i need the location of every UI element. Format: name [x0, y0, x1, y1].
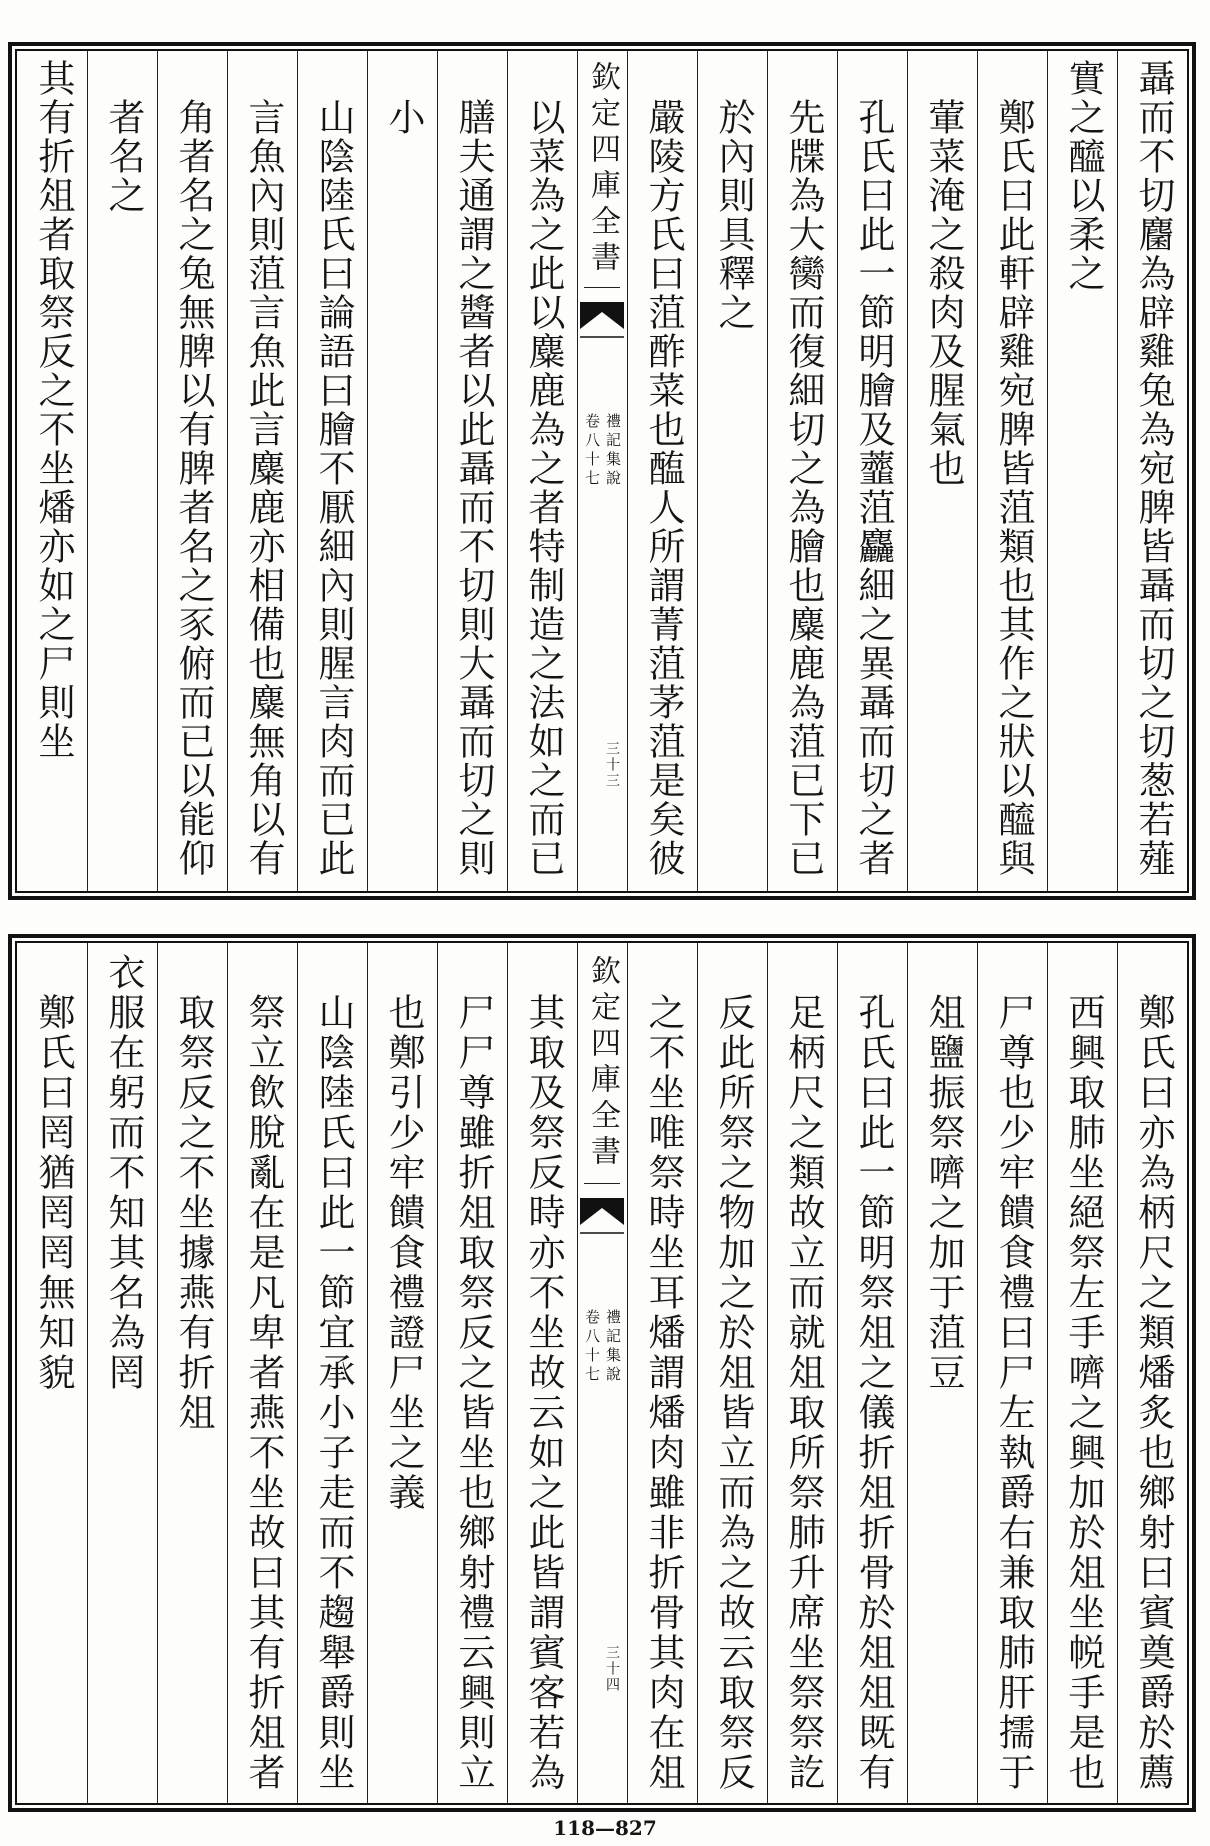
commentary-column: 嚴陵方氏曰菹酢菜也醢人所謂菁菹茅菹是矣彼	[627, 51, 697, 891]
commentary-column: 取祭反之不坐據燕有折俎	[157, 943, 227, 1803]
center-strip	[577, 51, 627, 891]
commentary-column: 鄭氏曰此軒辟雞宛脾皆菹類也其作之狀以醯與	[977, 51, 1047, 891]
commentary-column: 俎鹽振祭嚌之加于菹豆	[907, 943, 977, 1803]
page-panel-top	[8, 42, 1196, 900]
page-number: 三十四	[604, 1645, 620, 1693]
commentary-column: 反此所祭之物加之於俎皆立而為之故云取祭反	[697, 943, 767, 1803]
commentary-column: 小	[367, 51, 437, 891]
text-column: 聶而不切麕為辟雞兔為宛脾皆聶而切之切葱若薤	[1117, 51, 1187, 891]
commentary-column: 之不坐唯祭時坐耳燔謂燔肉雖非折骨其肉在俎	[627, 943, 697, 1803]
text-column: 其有折俎者取祭反之不坐燔亦如之尸則坐	[32, 59, 75, 761]
book-title: 禮記集說	[604, 413, 622, 489]
book-title: 禮記集說	[604, 1309, 622, 1385]
commentary-column: 者名之	[87, 51, 157, 891]
footer-page-code: 118—827	[553, 1816, 657, 1840]
juan-number: 卷八十七	[583, 413, 601, 489]
center-strip	[577, 943, 627, 1803]
commentary-column: 以菜為之此以麋鹿為之者特制造之法如之而已	[507, 51, 577, 891]
commentary-column: 角者名之兔無脾以有脾者名之豕俯而已以能仰	[157, 51, 227, 891]
commentary-column: 西興取肺坐絕祭左手嚌之興加於俎坐帨手是也	[1047, 943, 1117, 1803]
commentary-column: 足柄尺之類故立而就俎取所祭肺升席坐祭祭訖	[767, 943, 837, 1803]
strip-rule	[584, 287, 620, 288]
text-frame	[15, 49, 1189, 893]
commentary-column: 鄭氏曰罔猶罔罔無知貌	[32, 993, 75, 1393]
commentary-column: 孔氏曰此一節明祭俎之儀折俎折骨於俎俎既有	[837, 943, 907, 1803]
commentary-column: 山陰陸氏曰論語曰膾不厭細內則腥言肉而已此	[297, 51, 367, 891]
commentary-column: 祭立飲脫亂在是凡卑者燕不坐故曰其有折俎者	[227, 943, 297, 1803]
commentary-column: 於內則具釋之	[697, 51, 767, 891]
page-panel-bottom	[8, 934, 1196, 1812]
page-number: 三十三	[604, 741, 620, 789]
commentary-column: 山陰陸氏曰此一節宜承小子走而不趨舉爵則坐	[297, 943, 367, 1803]
commentary-column: 尸尸尊雖折俎取祭反之皆坐也鄉射禮云興則立	[437, 943, 507, 1803]
series-title: 欽定四庫全書	[585, 61, 620, 277]
commentary-column: 孔氏曰此一節明膾及虀菹麤細之異聶而切之者	[837, 51, 907, 891]
fishtail-icon	[579, 1195, 625, 1237]
commentary-column: 鄭氏曰亦為柄尺之類燔炙也鄉射曰賓奠爵於薦	[1117, 943, 1187, 1803]
commentary-column: 其取及祭反時亦不坐故云如之此皆謂賓客若為	[507, 943, 577, 1803]
series-title: 欽定四庫全書	[585, 955, 620, 1171]
commentary-column: 先牒為大臠而復細切之為膾也麋鹿為菹已下已	[767, 51, 837, 891]
commentary-column: 尸尊也少牢饋食禮曰尸左執爵右兼取肺肝擩于	[977, 943, 1047, 1803]
text-frame	[15, 941, 1189, 1805]
fishtail-icon	[579, 299, 625, 341]
commentary-column: 葷菜淹之殺肉及腥氣也	[907, 51, 977, 891]
commentary-column: 也鄭引少牢饋食禮證尸坐之義	[367, 943, 437, 1803]
text-column: 衣服在躬而不知其名為罔	[87, 943, 157, 1803]
juan-number: 卷八十七	[583, 1309, 601, 1385]
commentary-column: 言魚內則菹言魚此言麋鹿亦相備也麋無角以有	[227, 51, 297, 891]
text-column: 實之醯以柔之	[1047, 51, 1117, 891]
commentary-column: 膳夫通謂之醬者以此聶而不切則大聶而切之則	[437, 51, 507, 891]
strip-rule	[584, 1183, 620, 1184]
